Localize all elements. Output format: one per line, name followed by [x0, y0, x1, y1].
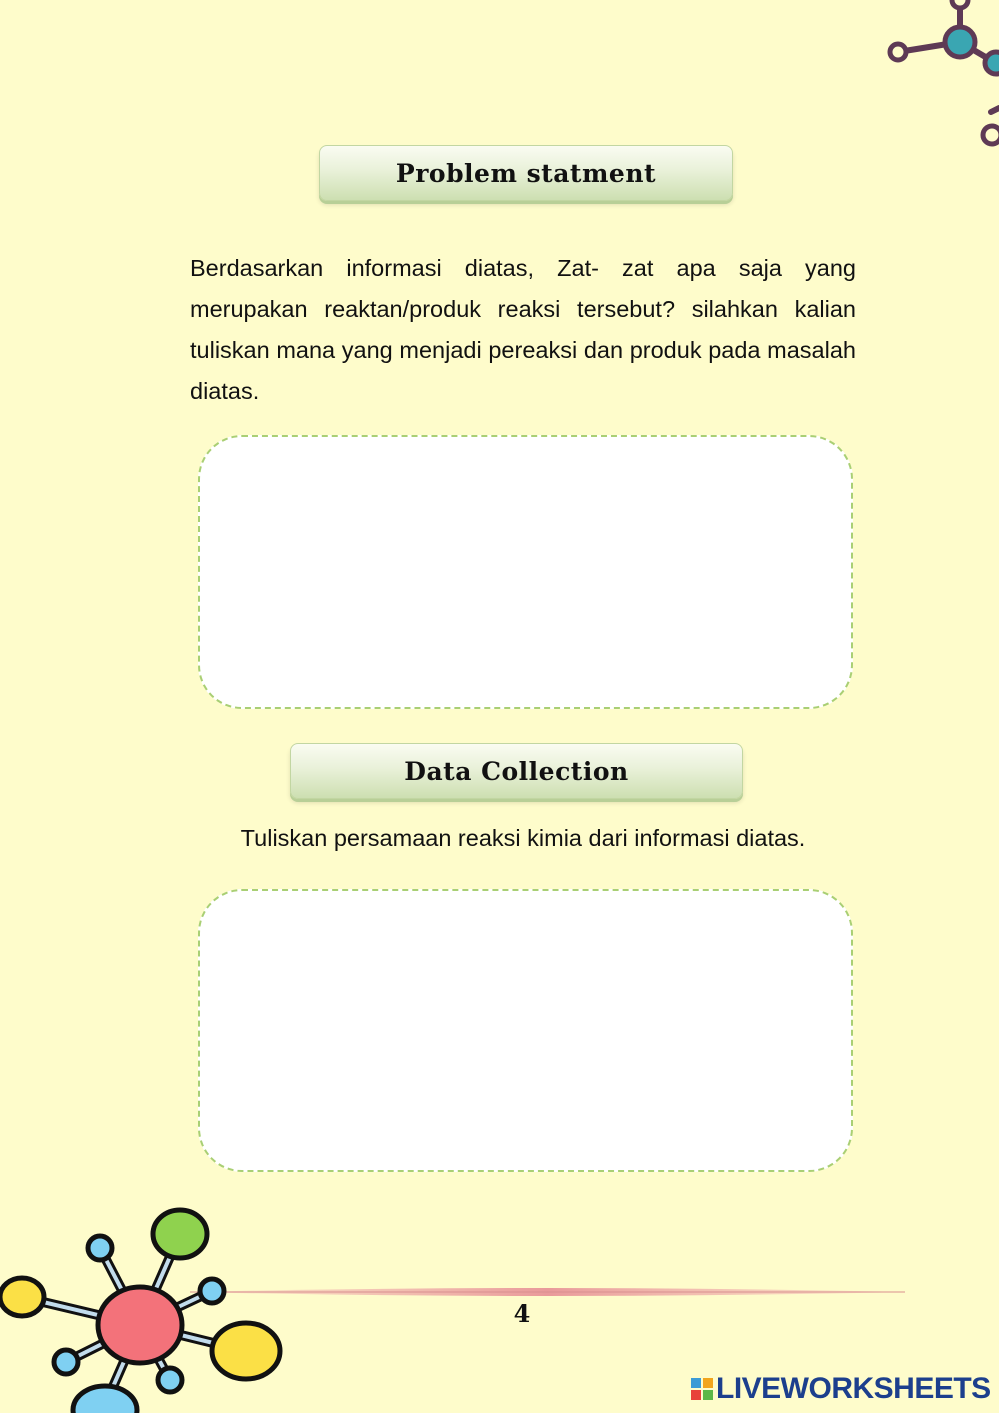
- problem-statement-question: Berdasarkan informasi diatas, Zat- zat apa saja yang merupakan reaktan/produk reaksi tersebut? silahkan kalian tuliskan mana yang menjadi pereaksi dan produk pada masalah diatas.: [190, 255, 856, 404]
- data-answer-box[interactable]: [198, 889, 853, 1172]
- problem-statement-title: Problem statment: [395, 158, 657, 188]
- problem-statement-header: [319, 145, 733, 201]
- molecule-decoration-bottom-icon: [0, 1200, 300, 1413]
- page-number: 4: [513, 1299, 531, 1328]
- liveworksheets-wordmark: LIVEWORKSHEETS: [716, 1372, 991, 1405]
- problem-answer-box[interactable]: [198, 435, 853, 709]
- data-collection-question: Tuliskan persamaan reaksi kimia dari informasi diatas.: [240, 825, 806, 851]
- molecule-decoration-top-icon: [870, 0, 999, 160]
- liveworksheets-brand: [690, 1372, 991, 1406]
- data-collection-title: Data Collection: [404, 756, 629, 786]
- liveworksheets-logo-icon: [690, 1377, 714, 1401]
- data-collection-header: [290, 743, 743, 799]
